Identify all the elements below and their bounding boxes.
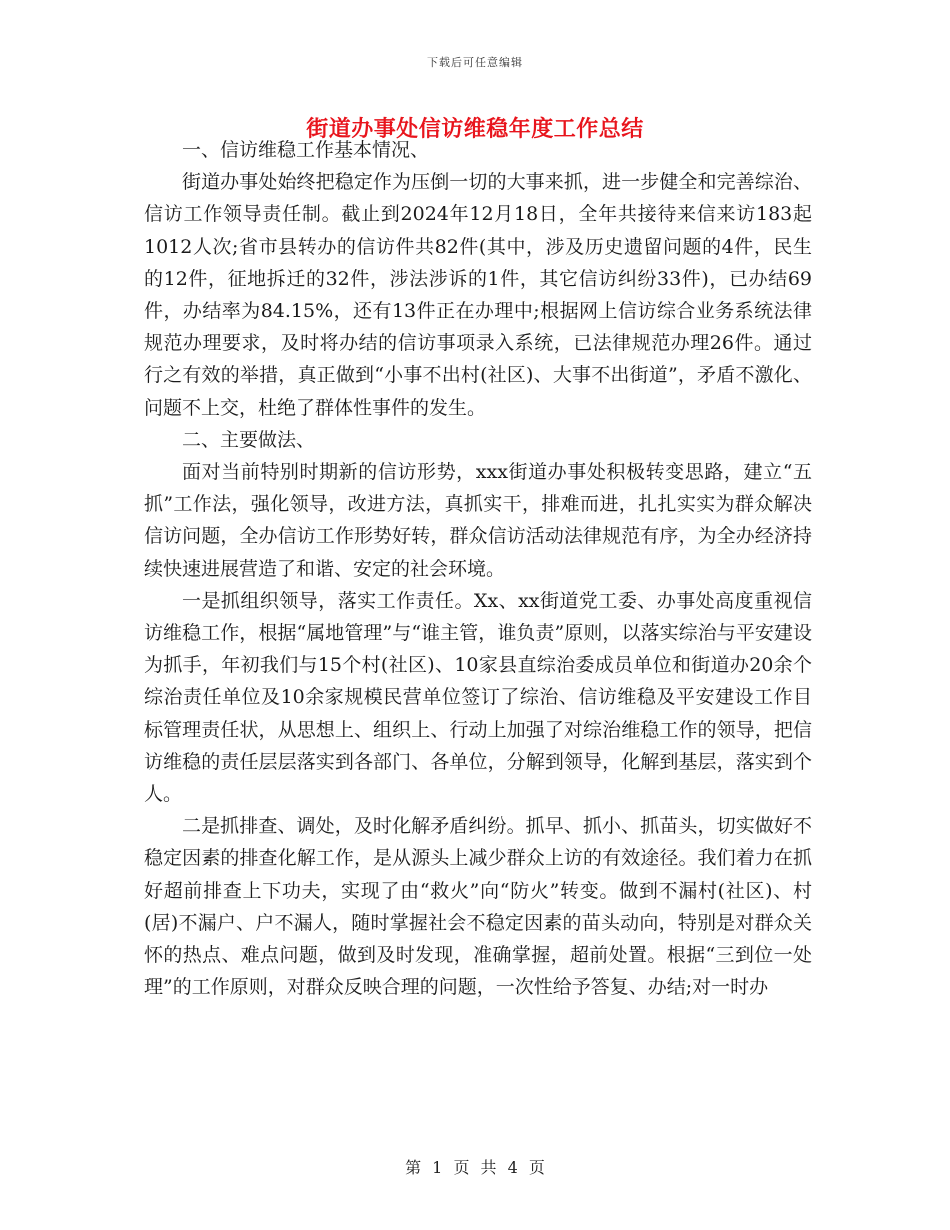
document-title: 街道办事处信访维稳年度工作总结: [306, 116, 644, 142]
document-body: [144, 134, 812, 1003]
body-paragraph: 街道办事处始终把稳定作为压倒一切的大事来抓，进一步健全和完善综治、信访工作领导责任制。截止到2024年12月18日，全年共接待来信来访183起1012人次;省市县转办的信访件共82件(其中，涉及历史遗留问题的4件，民生的12件，征地拆迁的32件，涉法涉诉的1件，其它信访纠纷33件)，已办结69件，办结率为84.15%，还有13件正在办理中;根据网上信访综合业务系统法律规范办理要求，及时将办结的信访事项录入系统，已法律规范办理26件。通过行之有效的举措，真正做到“小事不出村(社区)、大事不出街道”，矛盾不激化、问题不上交，杜绝了群体性事件的发生。: [144, 171, 812, 419]
body-paragraph: 面对当前特别时期新的信访形势，xxx街道办事处积极转变思路，建立“五抓”工作法，强化领导，改进方法，真抓实干，排难而进，扎扎实实为群众解决信访问题，全办信访工作形势好转，群众信访活动法律规范有序，为全办经济持续快速进展营造了和谐、安定的社会环境。: [144, 461, 812, 580]
page-footer: 第 1 页 共 4 页: [405, 1158, 545, 1177]
body-paragraph: 一是抓组织领导，落实工作责任。Xx、xx街道党工委、办事处高度重视信访维稳工作，根据“属地管理”与“谁主管，谁负责”原则，以落实综治与平安建设为抓手，年初我们与15个村(社区)、10家县直综治委成员单位和街道办20余个综治责任单位及10余家规模民营单位签订了综治、信访维稳及平安建设工作目标管理责任状，从思想上、组织上、行动上加强了对综治维稳工作的领导，把信访维稳的责任层层落实到各部门、各单位，分解到领导，化解到基层，落实到个人。: [144, 589, 812, 806]
body-paragraph: 二是抓排查、调处，及时化解矛盾纠纷。抓早、抓小、抓苗头，切实做好不稳定因素的排查化解工作，是从源头上减少群众上访的有效途径。我们着力在抓好超前排查上下功夫，实现了由“救火”向“防火”转变。做到不漏村(社区)、村(居)不漏户、户不漏人，随时掌握社会不稳定因素的苗头动向，特别是对群众关怀的热点、难点问题，做到及时发现，准确掌握，超前处置。根据“三到位一处理”的工作原则，对群众反映合理的问题，一次性给予答复、办结;对一时办: [144, 815, 812, 999]
section-heading-main-methods: 二、主要做法、: [182, 428, 316, 451]
header-note: 下载后可任意编辑: [427, 56, 523, 69]
section-heading-basic-situation: 一、信访维稳工作基本情况、: [182, 139, 430, 161]
